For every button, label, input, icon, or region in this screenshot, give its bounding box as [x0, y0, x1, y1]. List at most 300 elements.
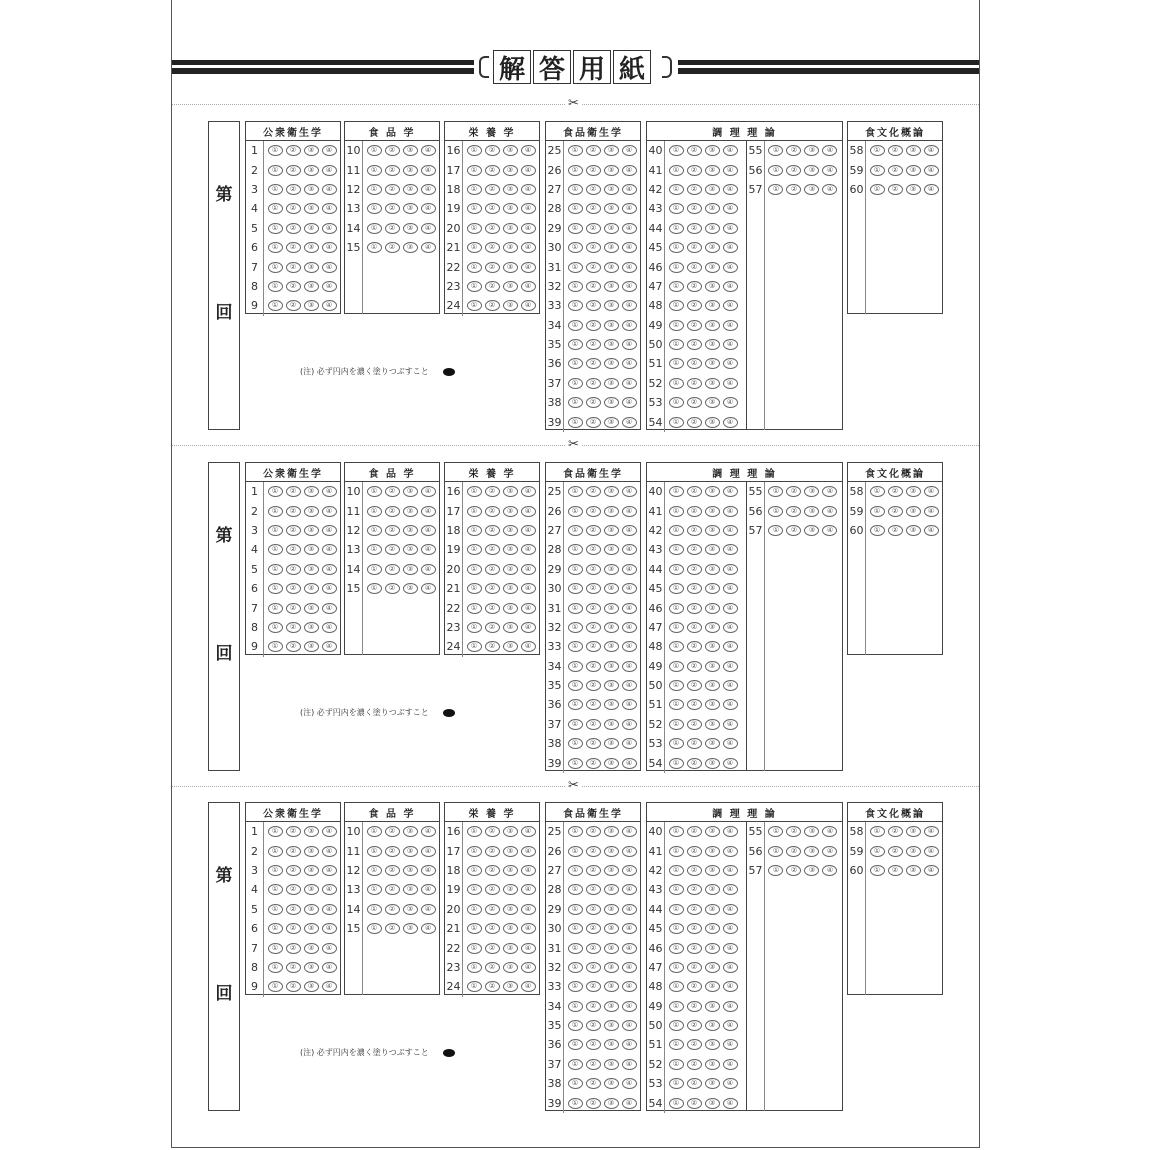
- answer-bubble[interactable]: ②: [586, 904, 601, 915]
- answer-bubble[interactable]: ③: [403, 525, 418, 536]
- answer-bubble[interactable]: ④: [322, 145, 337, 156]
- answer-bubble[interactable]: ④: [622, 1059, 637, 1070]
- answer-bubble[interactable]: ②: [687, 962, 702, 973]
- answer-bubble[interactable]: ④: [723, 506, 738, 517]
- answer-bubble[interactable]: ④: [322, 525, 337, 536]
- answer-bubble[interactable]: ④: [521, 846, 536, 857]
- answer-bubble[interactable]: ③: [604, 846, 619, 857]
- answer-bubble[interactable]: ①: [669, 846, 684, 857]
- answer-bubble[interactable]: ④: [622, 184, 637, 195]
- answer-bubble[interactable]: ③: [705, 680, 720, 691]
- answer-bubble[interactable]: ①: [367, 486, 382, 497]
- answer-bubble[interactable]: ④: [322, 865, 337, 876]
- answer-bubble[interactable]: ②: [586, 262, 601, 273]
- answer-bubble[interactable]: ②: [485, 486, 500, 497]
- answer-bubble[interactable]: ④: [723, 397, 738, 408]
- answer-bubble[interactable]: ①: [268, 184, 283, 195]
- answer-bubble[interactable]: ④: [822, 525, 837, 536]
- answer-bubble[interactable]: ④: [322, 641, 337, 652]
- answer-bubble[interactable]: ②: [385, 486, 400, 497]
- answer-bubble[interactable]: ②: [586, 203, 601, 214]
- answer-bubble[interactable]: ③: [705, 281, 720, 292]
- answer-bubble[interactable]: ②: [286, 904, 301, 915]
- answer-bubble[interactable]: ②: [485, 300, 500, 311]
- answer-bubble[interactable]: ③: [705, 699, 720, 710]
- answer-bubble[interactable]: ④: [322, 544, 337, 555]
- answer-bubble[interactable]: ④: [622, 262, 637, 273]
- answer-bubble[interactable]: ③: [604, 1059, 619, 1070]
- answer-bubble[interactable]: ④: [322, 884, 337, 895]
- answer-bubble[interactable]: ③: [403, 846, 418, 857]
- answer-bubble[interactable]: ①: [467, 486, 482, 497]
- answer-bubble[interactable]: ④: [822, 506, 837, 517]
- answer-bubble[interactable]: ①: [367, 583, 382, 594]
- answer-bubble[interactable]: ②: [586, 397, 601, 408]
- answer-bubble[interactable]: ②: [286, 923, 301, 934]
- answer-bubble[interactable]: ④: [322, 943, 337, 954]
- answer-bubble[interactable]: ①: [367, 904, 382, 915]
- answer-bubble[interactable]: ①: [467, 281, 482, 292]
- answer-bubble[interactable]: ④: [622, 564, 637, 575]
- answer-bubble[interactable]: ①: [568, 1059, 583, 1070]
- answer-bubble[interactable]: ④: [521, 865, 536, 876]
- answer-bubble[interactable]: ②: [786, 184, 801, 195]
- answer-bubble[interactable]: ④: [421, 904, 436, 915]
- answer-bubble[interactable]: ③: [304, 486, 319, 497]
- answer-bubble[interactable]: ③: [503, 622, 518, 633]
- answer-bubble[interactable]: ②: [687, 525, 702, 536]
- answer-bubble[interactable]: ④: [924, 184, 939, 195]
- answer-bubble[interactable]: ②: [687, 884, 702, 895]
- answer-bubble[interactable]: ①: [669, 223, 684, 234]
- answer-bubble[interactable]: ③: [705, 1059, 720, 1070]
- answer-bubble[interactable]: ①: [568, 1039, 583, 1050]
- answer-bubble[interactable]: ②: [385, 865, 400, 876]
- answer-bubble[interactable]: ④: [723, 1059, 738, 1070]
- answer-bubble[interactable]: ①: [870, 826, 885, 837]
- answer-bubble[interactable]: ③: [705, 145, 720, 156]
- answer-bubble[interactable]: ②: [485, 184, 500, 195]
- answer-bubble[interactable]: ①: [367, 203, 382, 214]
- answer-bubble[interactable]: ③: [503, 603, 518, 614]
- answer-bubble[interactable]: ②: [385, 203, 400, 214]
- answer-bubble[interactable]: ③: [705, 544, 720, 555]
- answer-bubble[interactable]: ①: [568, 603, 583, 614]
- answer-bubble[interactable]: ①: [768, 525, 783, 536]
- answer-bubble[interactable]: ①: [568, 339, 583, 350]
- answer-bubble[interactable]: ④: [622, 165, 637, 176]
- answer-bubble[interactable]: ①: [367, 923, 382, 934]
- answer-bubble[interactable]: ④: [622, 242, 637, 253]
- answer-bubble[interactable]: ③: [705, 339, 720, 350]
- answer-bubble[interactable]: ③: [705, 846, 720, 857]
- answer-bubble[interactable]: ①: [268, 145, 283, 156]
- answer-bubble[interactable]: ①: [568, 981, 583, 992]
- answer-bubble[interactable]: ②: [385, 223, 400, 234]
- answer-bubble[interactable]: ①: [669, 1020, 684, 1031]
- answer-bubble[interactable]: ①: [467, 622, 482, 633]
- answer-bubble[interactable]: ②: [687, 1059, 702, 1070]
- answer-bubble[interactable]: ③: [804, 506, 819, 517]
- answer-bubble[interactable]: ③: [604, 680, 619, 691]
- answer-bubble[interactable]: ①: [367, 564, 382, 575]
- answer-bubble[interactable]: ②: [385, 564, 400, 575]
- answer-bubble[interactable]: ③: [403, 242, 418, 253]
- answer-bubble[interactable]: ③: [503, 506, 518, 517]
- answer-bubble[interactable]: ①: [768, 165, 783, 176]
- answer-bubble[interactable]: ③: [705, 661, 720, 672]
- answer-bubble[interactable]: ②: [586, 506, 601, 517]
- answer-bubble[interactable]: ③: [705, 962, 720, 973]
- answer-bubble[interactable]: ④: [322, 165, 337, 176]
- answer-bubble[interactable]: ①: [268, 203, 283, 214]
- answer-bubble[interactable]: ①: [268, 622, 283, 633]
- answer-bubble[interactable]: ④: [622, 281, 637, 292]
- answer-bubble[interactable]: ①: [367, 865, 382, 876]
- answer-bubble[interactable]: ④: [723, 544, 738, 555]
- answer-bubble[interactable]: ④: [622, 417, 637, 428]
- answer-bubble[interactable]: ④: [924, 506, 939, 517]
- answer-bubble[interactable]: ②: [485, 281, 500, 292]
- answer-bubble[interactable]: ④: [723, 145, 738, 156]
- answer-bubble[interactable]: ③: [604, 223, 619, 234]
- answer-bubble[interactable]: ③: [705, 320, 720, 331]
- answer-bubble[interactable]: ④: [622, 622, 637, 633]
- answer-bubble[interactable]: ③: [604, 165, 619, 176]
- answer-bubble[interactable]: ③: [503, 884, 518, 895]
- answer-bubble[interactable]: ②: [385, 826, 400, 837]
- answer-bubble[interactable]: ①: [367, 145, 382, 156]
- answer-bubble[interactable]: ②: [286, 165, 301, 176]
- answer-bubble[interactable]: ①: [467, 564, 482, 575]
- answer-bubble[interactable]: ②: [586, 758, 601, 769]
- answer-bubble[interactable]: ③: [705, 506, 720, 517]
- answer-bubble[interactable]: ②: [286, 622, 301, 633]
- answer-bubble[interactable]: ③: [804, 826, 819, 837]
- answer-bubble[interactable]: ②: [687, 320, 702, 331]
- answer-bubble[interactable]: ④: [723, 564, 738, 575]
- answer-bubble[interactable]: ①: [870, 184, 885, 195]
- answer-bubble[interactable]: ①: [568, 564, 583, 575]
- answer-bubble[interactable]: ④: [723, 486, 738, 497]
- answer-bubble[interactable]: ④: [723, 203, 738, 214]
- answer-bubble[interactable]: ②: [586, 1001, 601, 1012]
- answer-bubble[interactable]: ①: [669, 300, 684, 311]
- answer-bubble[interactable]: ②: [687, 506, 702, 517]
- answer-bubble[interactable]: ②: [586, 622, 601, 633]
- answer-bubble[interactable]: ①: [268, 223, 283, 234]
- answer-bubble[interactable]: ③: [705, 583, 720, 594]
- answer-bubble[interactable]: ①: [367, 525, 382, 536]
- answer-bubble[interactable]: ②: [687, 583, 702, 594]
- answer-bubble[interactable]: ①: [367, 223, 382, 234]
- answer-bubble[interactable]: ③: [604, 758, 619, 769]
- answer-bubble[interactable]: ②: [687, 281, 702, 292]
- answer-bubble[interactable]: ②: [286, 884, 301, 895]
- answer-bubble[interactable]: ②: [586, 1059, 601, 1070]
- answer-bubble[interactable]: ③: [503, 923, 518, 934]
- answer-bubble[interactable]: ③: [304, 846, 319, 857]
- answer-bubble[interactable]: ②: [586, 981, 601, 992]
- answer-bubble[interactable]: ③: [304, 641, 319, 652]
- answer-bubble[interactable]: ①: [568, 826, 583, 837]
- answer-bubble[interactable]: ③: [403, 223, 418, 234]
- answer-bubble[interactable]: ②: [687, 486, 702, 497]
- answer-bubble[interactable]: ②: [586, 846, 601, 857]
- answer-bubble[interactable]: ②: [286, 525, 301, 536]
- answer-bubble[interactable]: ②: [786, 145, 801, 156]
- answer-bubble[interactable]: ③: [705, 564, 720, 575]
- answer-bubble[interactable]: ①: [467, 884, 482, 895]
- answer-bubble[interactable]: ③: [804, 486, 819, 497]
- answer-bubble[interactable]: ③: [604, 719, 619, 730]
- answer-bubble[interactable]: ②: [286, 262, 301, 273]
- answer-bubble[interactable]: ③: [503, 145, 518, 156]
- answer-bubble[interactable]: ①: [268, 583, 283, 594]
- answer-bubble[interactable]: ③: [705, 203, 720, 214]
- answer-bubble[interactable]: ④: [322, 486, 337, 497]
- answer-bubble[interactable]: ①: [669, 506, 684, 517]
- answer-bubble[interactable]: ①: [367, 184, 382, 195]
- answer-bubble[interactable]: ③: [304, 544, 319, 555]
- answer-bubble[interactable]: ④: [521, 641, 536, 652]
- answer-bubble[interactable]: ④: [521, 943, 536, 954]
- answer-bubble[interactable]: ④: [622, 846, 637, 857]
- answer-bubble[interactable]: ②: [586, 826, 601, 837]
- answer-bubble[interactable]: ③: [705, 981, 720, 992]
- answer-bubble[interactable]: ③: [304, 184, 319, 195]
- answer-bubble[interactable]: ③: [705, 758, 720, 769]
- answer-bubble[interactable]: ④: [822, 145, 837, 156]
- answer-bubble[interactable]: ①: [669, 962, 684, 973]
- answer-bubble[interactable]: ②: [485, 865, 500, 876]
- answer-bubble[interactable]: ④: [421, 506, 436, 517]
- answer-bubble[interactable]: ①: [669, 603, 684, 614]
- answer-bubble[interactable]: ④: [622, 758, 637, 769]
- answer-bubble[interactable]: ②: [485, 165, 500, 176]
- answer-bubble[interactable]: ③: [503, 641, 518, 652]
- answer-bubble[interactable]: ④: [421, 184, 436, 195]
- answer-bubble[interactable]: ①: [568, 943, 583, 954]
- answer-bubble[interactable]: ①: [268, 262, 283, 273]
- answer-bubble[interactable]: ③: [604, 1001, 619, 1012]
- answer-bubble[interactable]: ③: [604, 981, 619, 992]
- answer-bubble[interactable]: ④: [723, 281, 738, 292]
- answer-bubble[interactable]: ①: [669, 583, 684, 594]
- answer-bubble[interactable]: ①: [467, 603, 482, 614]
- answer-bubble[interactable]: ②: [586, 923, 601, 934]
- answer-bubble[interactable]: ④: [521, 962, 536, 973]
- answer-bubble[interactable]: ①: [568, 680, 583, 691]
- answer-bubble[interactable]: ④: [723, 583, 738, 594]
- answer-bubble[interactable]: ③: [304, 583, 319, 594]
- answer-bubble[interactable]: ②: [687, 1098, 702, 1109]
- answer-bubble[interactable]: ④: [322, 564, 337, 575]
- answer-bubble[interactable]: ①: [268, 281, 283, 292]
- answer-bubble[interactable]: ②: [286, 981, 301, 992]
- answer-bubble[interactable]: ③: [403, 203, 418, 214]
- answer-bubble[interactable]: ②: [385, 165, 400, 176]
- answer-bubble[interactable]: ③: [604, 358, 619, 369]
- answer-bubble[interactable]: ③: [304, 281, 319, 292]
- answer-bubble[interactable]: ③: [604, 923, 619, 934]
- answer-bubble[interactable]: ④: [723, 699, 738, 710]
- answer-bubble[interactable]: ①: [768, 145, 783, 156]
- answer-bubble[interactable]: ④: [521, 622, 536, 633]
- answer-bubble[interactable]: ④: [322, 603, 337, 614]
- answer-bubble[interactable]: ①: [568, 661, 583, 672]
- answer-bubble[interactable]: ④: [622, 525, 637, 536]
- answer-bubble[interactable]: ①: [568, 506, 583, 517]
- answer-bubble[interactable]: ③: [503, 262, 518, 273]
- answer-bubble[interactable]: ①: [568, 184, 583, 195]
- answer-bubble[interactable]: ②: [687, 699, 702, 710]
- answer-bubble[interactable]: ①: [669, 397, 684, 408]
- answer-bubble[interactable]: ③: [403, 826, 418, 837]
- answer-bubble[interactable]: ②: [485, 506, 500, 517]
- answer-bubble[interactable]: ①: [669, 680, 684, 691]
- answer-bubble[interactable]: ①: [568, 1020, 583, 1031]
- answer-bubble[interactable]: ①: [268, 904, 283, 915]
- answer-bubble[interactable]: ③: [705, 719, 720, 730]
- answer-bubble[interactable]: ④: [723, 680, 738, 691]
- answer-bubble[interactable]: ③: [804, 165, 819, 176]
- answer-bubble[interactable]: ②: [888, 165, 903, 176]
- answer-bubble[interactable]: ①: [467, 525, 482, 536]
- answer-bubble[interactable]: ②: [485, 525, 500, 536]
- answer-bubble[interactable]: ③: [403, 506, 418, 517]
- answer-bubble[interactable]: ②: [385, 145, 400, 156]
- answer-bubble[interactable]: ②: [485, 923, 500, 934]
- answer-bubble[interactable]: ①: [568, 397, 583, 408]
- answer-bubble[interactable]: ③: [705, 884, 720, 895]
- answer-bubble[interactable]: ④: [723, 641, 738, 652]
- answer-bubble[interactable]: ④: [622, 1039, 637, 1050]
- answer-bubble[interactable]: ②: [888, 826, 903, 837]
- answer-bubble[interactable]: ②: [385, 184, 400, 195]
- answer-bubble[interactable]: ③: [304, 564, 319, 575]
- answer-bubble[interactable]: ④: [421, 884, 436, 895]
- answer-bubble[interactable]: ②: [687, 904, 702, 915]
- answer-bubble[interactable]: ②: [485, 641, 500, 652]
- answer-bubble[interactable]: ②: [687, 865, 702, 876]
- answer-bubble[interactable]: ②: [385, 525, 400, 536]
- answer-bubble[interactable]: ①: [367, 826, 382, 837]
- answer-bubble[interactable]: ④: [723, 1078, 738, 1089]
- answer-bubble[interactable]: ②: [586, 145, 601, 156]
- answer-bubble[interactable]: ④: [622, 826, 637, 837]
- answer-bubble[interactable]: ①: [669, 281, 684, 292]
- answer-bubble[interactable]: ③: [503, 544, 518, 555]
- answer-bubble[interactable]: ③: [604, 826, 619, 837]
- answer-bubble[interactable]: ③: [604, 1098, 619, 1109]
- answer-bubble[interactable]: ③: [705, 826, 720, 837]
- answer-bubble[interactable]: ③: [604, 904, 619, 915]
- answer-bubble[interactable]: ③: [804, 846, 819, 857]
- answer-bubble[interactable]: ①: [467, 865, 482, 876]
- answer-bubble[interactable]: ①: [568, 378, 583, 389]
- answer-bubble[interactable]: ③: [604, 661, 619, 672]
- answer-bubble[interactable]: ④: [622, 661, 637, 672]
- answer-bubble[interactable]: ③: [304, 242, 319, 253]
- answer-bubble[interactable]: ③: [503, 583, 518, 594]
- answer-bubble[interactable]: ①: [669, 1098, 684, 1109]
- answer-bubble[interactable]: ①: [268, 564, 283, 575]
- answer-bubble[interactable]: ④: [723, 826, 738, 837]
- answer-bubble[interactable]: ①: [568, 758, 583, 769]
- answer-bubble[interactable]: ③: [403, 564, 418, 575]
- answer-bubble[interactable]: ③: [604, 544, 619, 555]
- answer-bubble[interactable]: ④: [924, 826, 939, 837]
- answer-bubble[interactable]: ①: [268, 165, 283, 176]
- answer-bubble[interactable]: ④: [421, 145, 436, 156]
- answer-bubble[interactable]: ③: [705, 1078, 720, 1089]
- answer-bubble[interactable]: ③: [503, 242, 518, 253]
- answer-bubble[interactable]: ④: [622, 506, 637, 517]
- answer-bubble[interactable]: ③: [604, 281, 619, 292]
- answer-bubble[interactable]: ①: [367, 165, 382, 176]
- answer-bubble[interactable]: ②: [687, 923, 702, 934]
- answer-bubble[interactable]: ③: [503, 281, 518, 292]
- answer-bubble[interactable]: ①: [568, 962, 583, 973]
- answer-bubble[interactable]: ④: [723, 865, 738, 876]
- answer-bubble[interactable]: ④: [622, 378, 637, 389]
- answer-bubble[interactable]: ②: [687, 544, 702, 555]
- answer-bubble[interactable]: ③: [705, 358, 720, 369]
- answer-bubble[interactable]: ②: [485, 564, 500, 575]
- answer-bubble[interactable]: ②: [485, 622, 500, 633]
- answer-bubble[interactable]: ①: [669, 320, 684, 331]
- answer-bubble[interactable]: ③: [804, 184, 819, 195]
- answer-bubble[interactable]: ③: [705, 165, 720, 176]
- answer-bubble[interactable]: ①: [568, 846, 583, 857]
- answer-bubble[interactable]: ③: [604, 339, 619, 350]
- answer-bubble[interactable]: ③: [403, 145, 418, 156]
- answer-bubble[interactable]: ④: [822, 486, 837, 497]
- answer-bubble[interactable]: ③: [604, 300, 619, 311]
- answer-bubble[interactable]: ④: [924, 486, 939, 497]
- answer-bubble[interactable]: ③: [604, 1078, 619, 1089]
- answer-bubble[interactable]: ②: [888, 525, 903, 536]
- answer-bubble[interactable]: ①: [768, 846, 783, 857]
- answer-bubble[interactable]: ①: [268, 242, 283, 253]
- answer-bubble[interactable]: ①: [268, 884, 283, 895]
- answer-bubble[interactable]: ③: [403, 165, 418, 176]
- answer-bubble[interactable]: ②: [687, 564, 702, 575]
- answer-bubble[interactable]: ③: [705, 641, 720, 652]
- answer-bubble[interactable]: ①: [467, 223, 482, 234]
- answer-bubble[interactable]: ③: [604, 203, 619, 214]
- answer-bubble[interactable]: ②: [687, 719, 702, 730]
- answer-bubble[interactable]: ②: [485, 603, 500, 614]
- answer-bubble[interactable]: ②: [687, 641, 702, 652]
- answer-bubble[interactable]: ④: [723, 262, 738, 273]
- answer-bubble[interactable]: ②: [286, 962, 301, 973]
- answer-bubble[interactable]: ④: [924, 865, 939, 876]
- answer-bubble[interactable]: ①: [467, 262, 482, 273]
- answer-bubble[interactable]: ④: [723, 223, 738, 234]
- answer-bubble[interactable]: ②: [286, 281, 301, 292]
- answer-bubble[interactable]: ③: [304, 826, 319, 837]
- answer-bubble[interactable]: ④: [521, 826, 536, 837]
- answer-bubble[interactable]: ③: [906, 506, 921, 517]
- answer-bubble[interactable]: ①: [568, 738, 583, 749]
- answer-bubble[interactable]: ②: [286, 865, 301, 876]
- answer-bubble[interactable]: ③: [804, 145, 819, 156]
- answer-bubble[interactable]: ③: [503, 203, 518, 214]
- answer-bubble[interactable]: ③: [503, 486, 518, 497]
- answer-bubble[interactable]: ①: [467, 846, 482, 857]
